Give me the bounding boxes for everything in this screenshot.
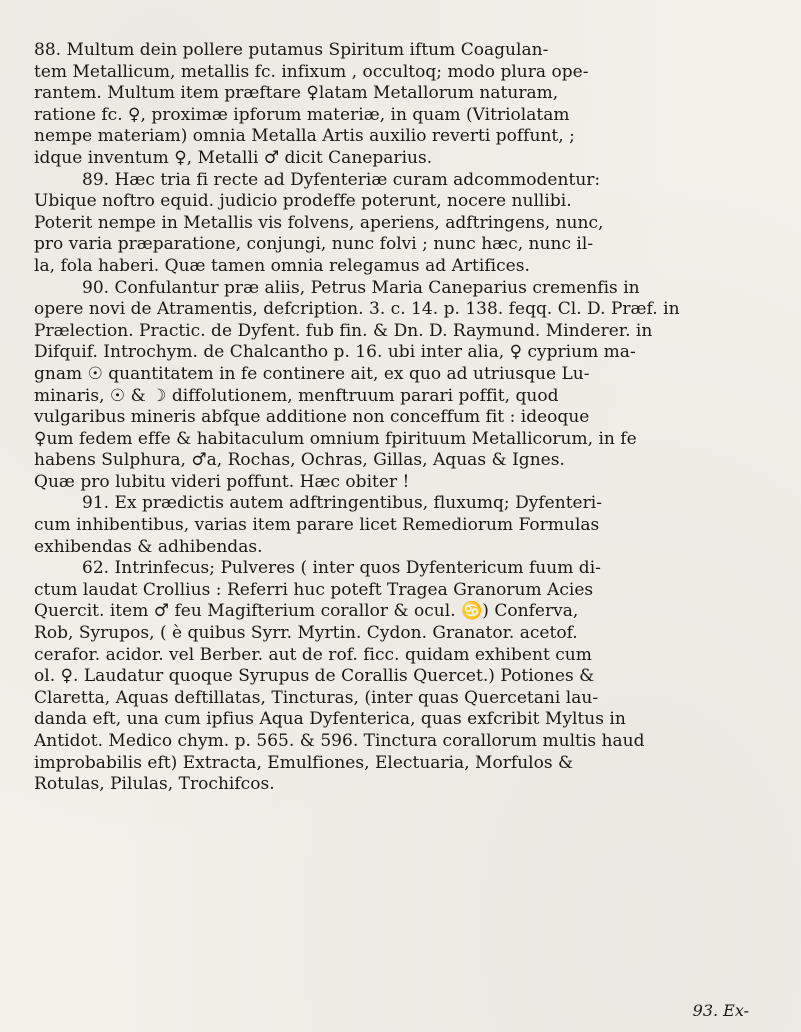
text-line: opere novi de Atramentis, defcription. 3. c. 14. p. 138. feqq. Cl. D. Præf. in [34,299,680,320]
text-line: Antidot. Medico chym. p. 565. & 596. Tinctura corallorum multis haud [34,731,645,751]
text-line: Quercit. item ♂ feu Magifterium corallor & ocul. ♋) Conferva, [34,601,579,622]
text-line: Rotulas, Pilulas, Trochifcos. [34,774,275,795]
text-line: exhibendas & adhibendas. [34,536,263,557]
text-line: 90. Confulantur præ aliis, Petrus Maria Caneparius cremenfis in [82,277,640,298]
text-line: ol. ♀. Laudatur quoque Syrupus de Corallis Quercet.) Potiones & [34,666,595,687]
text-line: tem Metallicum, metallis fc. infixum , occultoq; modo plura ope- [34,61,589,82]
text-line: rantem. Multum item præftare ♀latam Metallorum naturam, [34,83,559,104]
text-line: ♀um fedem effe & habitaculum omnium fpirituum Metallicorum, in fe [34,428,637,449]
text-line: Rob, Syrupos, ( è quibus Syrr. Myrtin. Cydon. Granator. acetof. [34,623,578,644]
text-line: gnam ☉ quantitatem in fe continere ait, ex quo ad utriusque Lu- [34,363,590,384]
text-line: ratione fc. ♀, proximæ ipforum materiæ, in quam (Vitriolatam [34,104,570,125]
text-line: nempe materiam) omnia Metalla Artis auxilio reverti poffunt, ; [34,126,575,147]
text-line: Difquif. Introchym. de Chalcantho p. 16. ubi inter alia, ♀ cyprium ma- [34,342,636,363]
text-line: minaris, ☉ & ☽ diffolutionem, menftruum parari poffit, quod [34,385,559,406]
text-line: habens Sulphura, ♂a, Rochas, Ochras, Gillas, Aquas & Ignes. [34,450,565,471]
text-line: cerafor. acidor. vel Berber. aut de rof. ficc. quidam exhibent cum [34,644,592,665]
text-line: 88. Multum dein pollere putamus Spiritum iftum Coagulan- [34,40,549,60]
text-line: Poterit nempe in Metallis vis folvens, aperiens, adftringens, nunc, [34,212,604,233]
text-line: Claretta, Aquas deftillatas, Tincturas, (inter quas Quercetani lau- [34,687,599,708]
text-line: Prælection. Practic. de Dyfent. fub fin. & Dn. D. Raymund. Minderer. in [34,320,653,341]
text-line: cum inhibentibus, varias item parare licet Remediorum Formulas [34,515,600,536]
text-line: Quæ pro lubitu videri poffunt. Hæc obiter ! [34,471,410,492]
text-line: idque inventum ♀, Metalli ♂ dicit Caneparius. [34,147,433,168]
text-line: ctum laudat Crollius : Referri huc poteft Tragea Granorum Acies [34,579,594,600]
text-line: danda eft, una cum ipfius Aqua Dyfenterica, quas exfcribit Myltus in [34,709,626,730]
text-line: 89. Hæc tria fi recte ad Dyfenteriæ curam adcommodentur: [82,169,601,190]
text-line: vulgaribus mineris abfque additione non conceffum fit : ideoque [34,407,590,428]
text-line: improbabilis eft) Extracta, Emulfiones, Electuaria, Morfulos & [34,752,574,773]
text-line: la, fola haberi. Quæ tamen omnia relegamus ad Artifices. [34,255,530,276]
text-line: 91. Ex prædictis autem adftringentibus, fluxumq; Dyfenteri- [82,493,603,514]
text-line: Ubique noftro equid. judicio prodeffe poterunt, nocere nullibi. [34,191,572,212]
text-line: pro varia præparatione, conjungi, nunc folvi ; nunc hæc, nunc il- [34,234,594,255]
text-line: 62. Intrinfecus; Pulveres ( inter quos Dyfentericum fuum di- [82,558,601,579]
catchword: 93. Ex- [692,1001,749,1020]
body-text [34,40,767,796]
